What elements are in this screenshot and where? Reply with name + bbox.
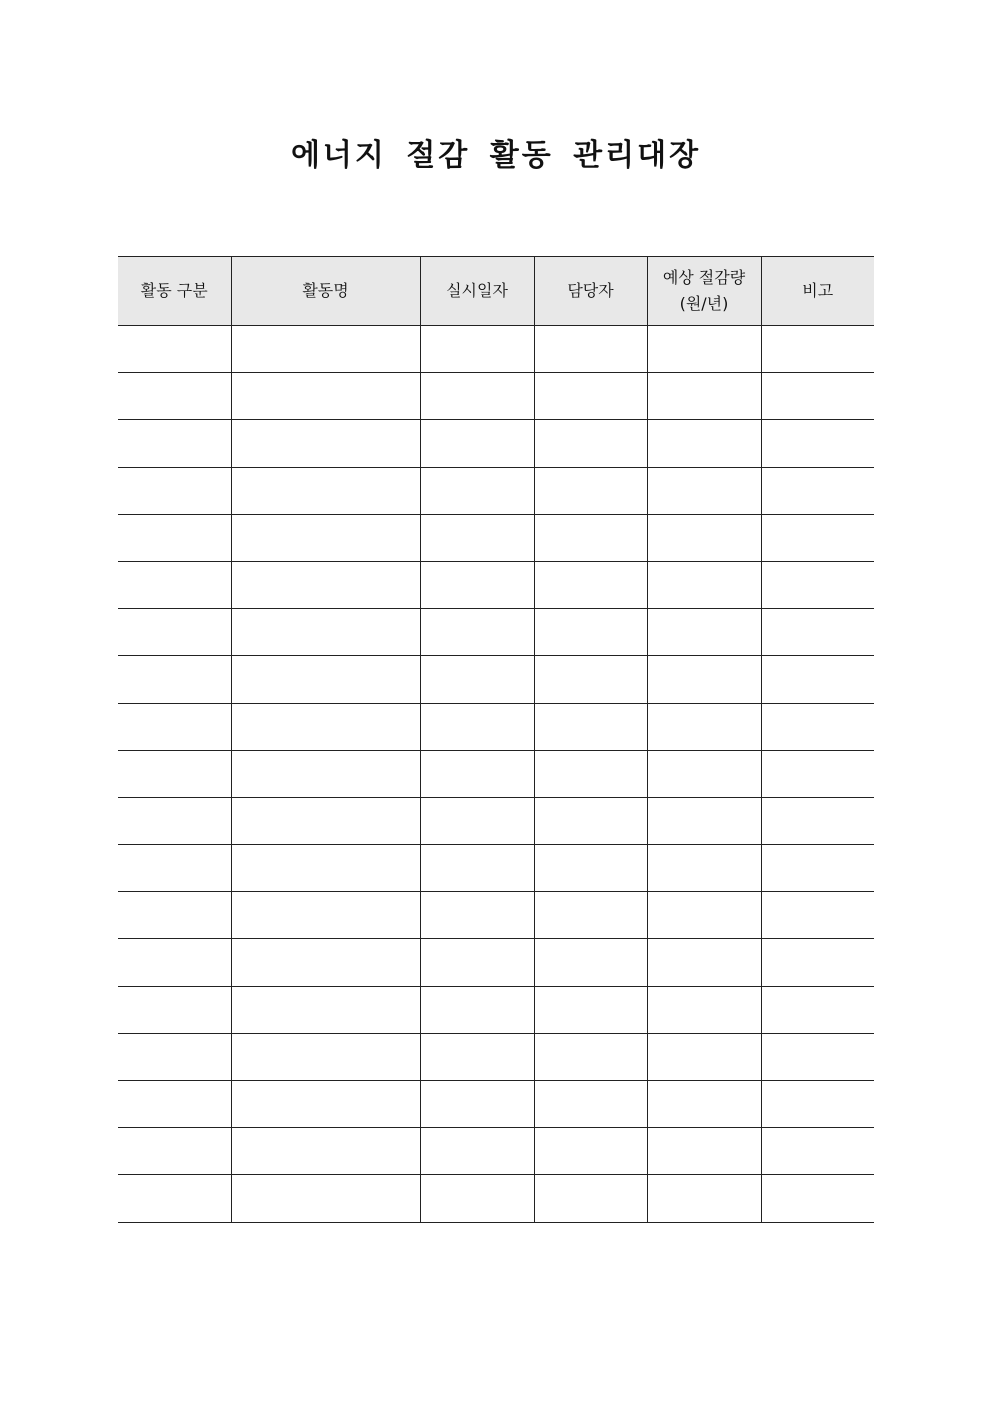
table-cell[interactable] (761, 1033, 874, 1080)
table-cell[interactable] (534, 467, 647, 514)
table-cell[interactable] (534, 1175, 647, 1222)
table-cell[interactable] (420, 1128, 534, 1175)
table-cell[interactable] (761, 986, 874, 1033)
table-row (118, 1175, 874, 1222)
table-cell[interactable] (118, 1081, 231, 1128)
table-cell[interactable] (118, 373, 231, 420)
table-cell[interactable] (118, 703, 231, 750)
table-cell[interactable] (231, 420, 420, 467)
table-cell[interactable] (534, 1033, 647, 1080)
table-cell[interactable] (420, 750, 534, 797)
table-cell[interactable] (231, 609, 420, 656)
table-cell[interactable] (761, 1128, 874, 1175)
table-cell[interactable] (534, 1128, 647, 1175)
table-cell[interactable] (534, 845, 647, 892)
header-person-in-charge: 담당자 (534, 257, 647, 326)
table-row (118, 1128, 874, 1175)
table-row (118, 703, 874, 750)
table-cell[interactable] (420, 656, 534, 703)
table-cell[interactable] (420, 845, 534, 892)
table-cell[interactable] (118, 939, 231, 986)
table-cell[interactable] (420, 561, 534, 608)
table-cell[interactable] (231, 939, 420, 986)
table-cell[interactable] (761, 1175, 874, 1222)
table-cell[interactable] (534, 703, 647, 750)
header-row (118, 257, 874, 326)
table-cell[interactable] (231, 373, 420, 420)
table-cell[interactable] (534, 326, 647, 373)
table-cell[interactable] (231, 892, 420, 939)
table-cell[interactable] (647, 939, 761, 986)
table-cell[interactable] (231, 1175, 420, 1222)
table-cell[interactable] (534, 656, 647, 703)
table-cell[interactable] (231, 561, 420, 608)
table-row (118, 420, 874, 467)
table-cell[interactable] (420, 326, 534, 373)
page-title: 에너지 절감 활동 관리대장 (290, 138, 702, 173)
table-cell[interactable] (647, 514, 761, 561)
table-cell[interactable] (647, 892, 761, 939)
table-cell[interactable] (534, 609, 647, 656)
table-cell[interactable] (118, 750, 231, 797)
table-cell[interactable] (647, 420, 761, 467)
table-cell[interactable] (118, 1033, 231, 1080)
table-cell[interactable] (231, 750, 420, 797)
header-activity-name: 활동명 (231, 257, 420, 326)
table-cell[interactable] (534, 420, 647, 467)
table-cell[interactable] (761, 373, 874, 420)
table-cell[interactable] (118, 797, 231, 844)
table-cell[interactable] (534, 797, 647, 844)
header-activity-category: 활동 구분 (118, 257, 231, 326)
table-cell[interactable] (647, 326, 761, 373)
table-cell[interactable] (761, 656, 874, 703)
table-cell[interactable] (231, 986, 420, 1033)
table-cell[interactable] (534, 373, 647, 420)
table-cell[interactable] (761, 1081, 874, 1128)
table-cell[interactable] (761, 326, 874, 373)
table-cell[interactable] (118, 514, 231, 561)
table-cell[interactable] (231, 1033, 420, 1080)
table-cell[interactable] (647, 986, 761, 1033)
table-cell[interactable] (118, 1175, 231, 1222)
table-cell[interactable] (420, 514, 534, 561)
table-cell[interactable] (118, 845, 231, 892)
table-cell[interactable] (647, 750, 761, 797)
table-cell[interactable] (534, 939, 647, 986)
table-cell[interactable] (534, 561, 647, 608)
table-cell[interactable] (534, 514, 647, 561)
header-date: 실시일자 (420, 257, 534, 326)
table-cell[interactable] (420, 939, 534, 986)
table-body (118, 326, 874, 1223)
table-cell[interactable] (761, 939, 874, 986)
table-cell[interactable] (647, 561, 761, 608)
table-cell[interactable] (420, 797, 534, 844)
table-row (118, 373, 874, 420)
table-cell[interactable] (118, 420, 231, 467)
table-cell[interactable] (647, 656, 761, 703)
table-cell[interactable] (231, 703, 420, 750)
table-cell[interactable] (761, 845, 874, 892)
table-cell[interactable] (761, 514, 874, 561)
table-row (118, 656, 874, 703)
table-cell[interactable] (231, 656, 420, 703)
table-cell[interactable] (231, 845, 420, 892)
table-cell[interactable] (647, 609, 761, 656)
table-row (118, 845, 874, 892)
table-cell[interactable] (420, 703, 534, 750)
table-cell[interactable] (761, 703, 874, 750)
table-cell[interactable] (231, 797, 420, 844)
table-row (118, 1033, 874, 1080)
table-cell[interactable] (231, 514, 420, 561)
table-cell[interactable] (647, 797, 761, 844)
table-cell[interactable] (647, 1081, 761, 1128)
table-cell[interactable] (647, 703, 761, 750)
table-cell[interactable] (647, 1128, 761, 1175)
table-cell[interactable] (420, 420, 534, 467)
table-cell[interactable] (647, 845, 761, 892)
table-cell[interactable] (761, 750, 874, 797)
table-row (118, 514, 874, 561)
table-cell[interactable] (761, 561, 874, 608)
table-row (118, 609, 874, 656)
table-cell[interactable] (534, 750, 647, 797)
table-row (118, 561, 874, 608)
table-row (118, 326, 874, 373)
table-row (118, 467, 874, 514)
table-cell[interactable] (231, 1128, 420, 1175)
table-cell[interactable] (420, 609, 534, 656)
table-cell[interactable] (231, 467, 420, 514)
table-cell[interactable] (761, 609, 874, 656)
table-row (118, 892, 874, 939)
table-cell[interactable] (761, 420, 874, 467)
table-cell[interactable] (118, 609, 231, 656)
table-row (118, 797, 874, 844)
table-cell[interactable] (761, 892, 874, 939)
table-cell[interactable] (118, 326, 231, 373)
header-remarks: 비고 (761, 257, 874, 326)
energy-saving-ledger-table (118, 256, 874, 1223)
table-cell[interactable] (420, 373, 534, 420)
table-cell[interactable] (647, 373, 761, 420)
table-cell[interactable] (231, 1081, 420, 1128)
table-cell[interactable] (420, 892, 534, 939)
table-cell[interactable] (231, 326, 420, 373)
table-cell[interactable] (647, 1175, 761, 1222)
table-cell[interactable] (118, 986, 231, 1033)
header-expected-savings: 예상 절감량(원/년) (647, 257, 761, 326)
table-cell[interactable] (534, 892, 647, 939)
table-cell[interactable] (420, 1081, 534, 1128)
table-row (118, 1081, 874, 1128)
table-cell[interactable] (118, 1128, 231, 1175)
table-cell[interactable] (420, 1175, 534, 1222)
table-cell[interactable] (647, 1033, 761, 1080)
table-cell[interactable] (118, 656, 231, 703)
table-cell[interactable] (761, 797, 874, 844)
table-cell[interactable] (420, 986, 534, 1033)
table-cell[interactable] (118, 892, 231, 939)
table-row (118, 939, 874, 986)
table-row (118, 986, 874, 1033)
table-row (118, 750, 874, 797)
table-cell[interactable] (118, 561, 231, 608)
table-cell[interactable] (420, 467, 534, 514)
table-cell[interactable] (647, 467, 761, 514)
table-cell[interactable] (534, 986, 647, 1033)
table-cell[interactable] (761, 467, 874, 514)
table-cell[interactable] (118, 467, 231, 514)
table-cell[interactable] (534, 1081, 647, 1128)
table-cell[interactable] (420, 1033, 534, 1080)
